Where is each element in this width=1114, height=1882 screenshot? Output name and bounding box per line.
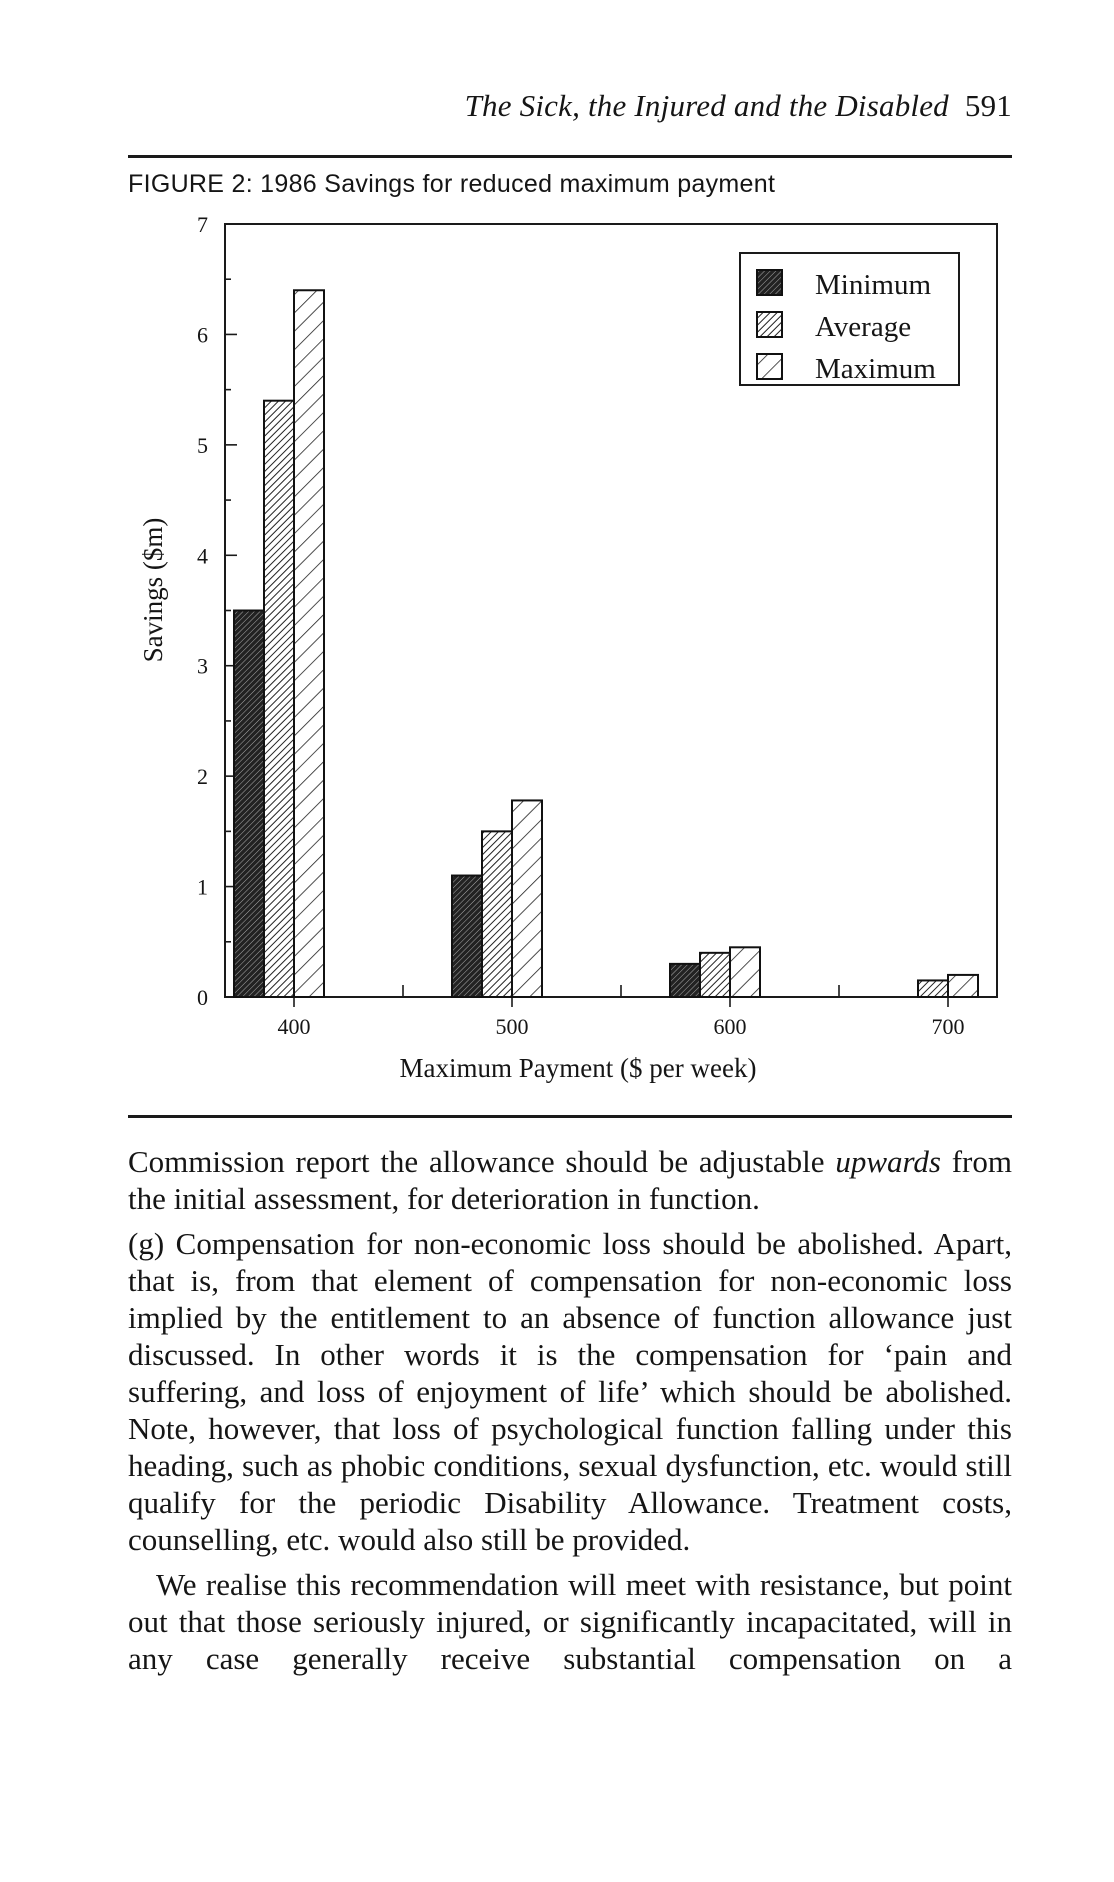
y-tick-label: 5 xyxy=(197,432,208,458)
x-axis-title: Maximum Payment ($ per week) xyxy=(399,1053,757,1083)
body-text xyxy=(128,1143,1012,1685)
bar-average-500 xyxy=(482,831,512,997)
y-tick-label: 7 xyxy=(197,212,208,237)
x-tick-label: 600 xyxy=(713,1014,747,1039)
y-tick-label: 6 xyxy=(197,322,208,348)
paragraph-1-text-end: from the initial assessment, for deterioration in function. xyxy=(128,1144,1012,1216)
y-tick-label: 3 xyxy=(197,653,208,679)
bar-average-400 xyxy=(264,401,294,997)
figure-caption: FIGURE 2: 1986 Savings for reduced maximum payment xyxy=(128,170,776,198)
x-tick-label: 400 xyxy=(277,1014,311,1039)
bar-maximum-500 xyxy=(512,800,542,997)
bar-average-700 xyxy=(918,980,948,997)
x-axis xyxy=(278,985,965,1039)
legend-swatch-minimum xyxy=(757,270,782,295)
bar-minimum-400 xyxy=(234,611,264,998)
legend-label-average: Average xyxy=(815,311,912,343)
running-title: The Sick, the Injured and the Disabled xyxy=(464,88,949,123)
y-axis-title: Savings ($m) xyxy=(138,517,168,663)
bars xyxy=(234,290,978,997)
legend-label-minimum: Minimum xyxy=(815,269,932,301)
legend-label-maximum: Maximum xyxy=(815,353,936,385)
bar-minimum-600 xyxy=(670,964,700,997)
bar-minimum-500 xyxy=(452,876,482,997)
y-tick-label: 4 xyxy=(197,543,208,569)
bottom-rule xyxy=(128,1115,1012,1118)
x-tick-label: 700 xyxy=(931,1014,965,1039)
legend-swatch-maximum xyxy=(757,354,782,379)
paragraph-realise: We realise this recommendation will meet with resistance, but point out that those seriously injured, or significantly incapacitated, will in any case generally receive substantial compensation on a xyxy=(128,1567,1012,1676)
x-tick-label: 500 xyxy=(495,1014,529,1039)
page-number: 591 xyxy=(964,88,1012,123)
bar-maximum-700 xyxy=(948,975,978,997)
y-axis xyxy=(197,212,237,1010)
paragraph-continuation xyxy=(128,1143,1012,1217)
paragraph-1-text: Commission report the allowance should be adjustable xyxy=(128,1144,836,1179)
legend-swatch-average xyxy=(757,312,782,337)
bar-maximum-600 xyxy=(730,947,760,997)
y-tick-label: 1 xyxy=(197,874,208,900)
bar-maximum-400 xyxy=(294,290,324,997)
y-tick-label: 0 xyxy=(197,985,208,1010)
bar-average-600 xyxy=(700,953,730,997)
y-tick-label: 2 xyxy=(197,764,208,790)
paragraph-1-emphasis: upwards xyxy=(835,1144,941,1179)
paragraph-g: (g) Compensation for non-economic loss should be abolished. Apart, that is, from that element of compensation for non-economic loss implied by the entitlement to an absence of function allowance just discussed. In other words it is the compensation for ‘pain and suffering, and loss of enjoyment of life’ which should be abolished. Note, however, that loss of psychological function falling under this heading, such as phobic conditions, sexual dysfunction, etc. would still qualify for the periodic Disability Allowance. Treatment costs, counselling, etc. would also still be provided. xyxy=(128,1226,1012,1557)
legend xyxy=(740,253,959,385)
